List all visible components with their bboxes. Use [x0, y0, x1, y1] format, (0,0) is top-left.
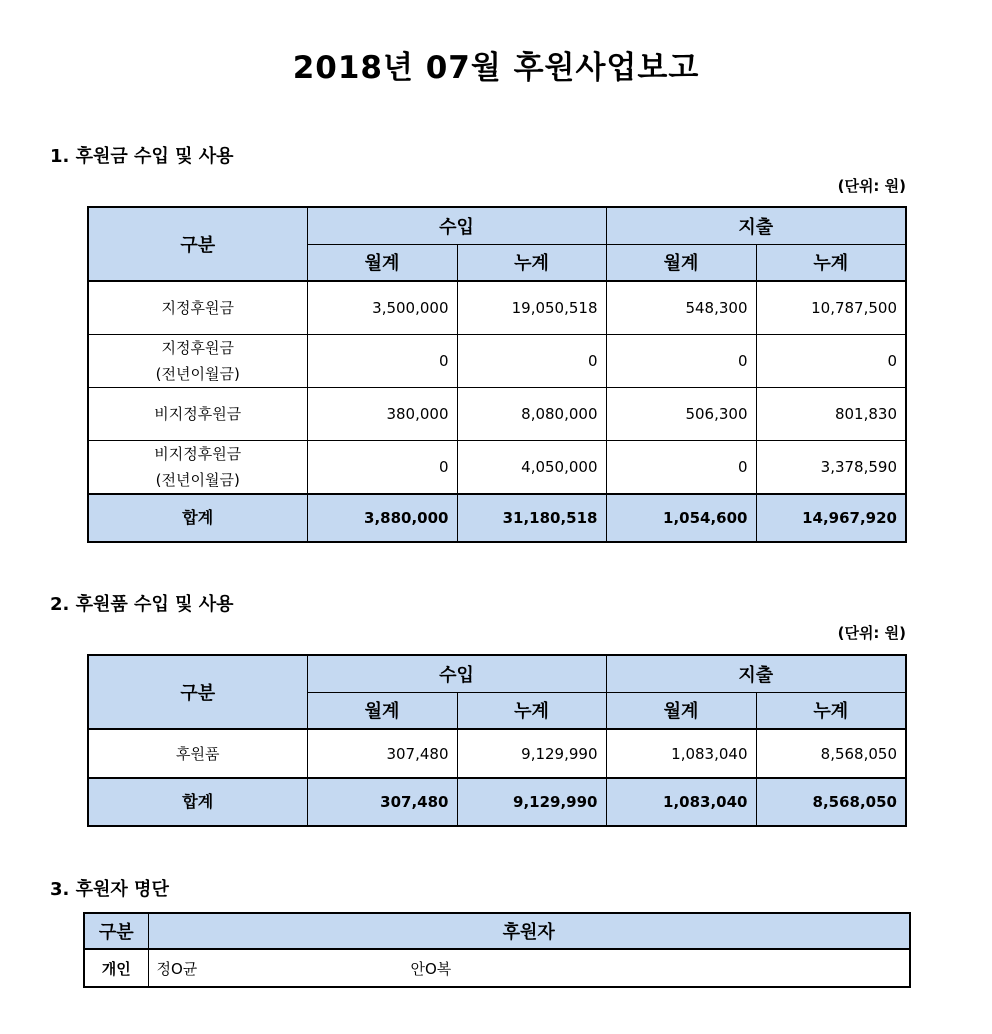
income-monthly-cell: 380,000 [307, 387, 457, 440]
expense-monthly-cell: 0 [606, 334, 756, 387]
row-label [88, 281, 307, 334]
section2-heading: 2. 후원품 수입 및 사용 [50, 594, 234, 615]
header-expense: 지출 [606, 655, 906, 692]
total-label: 합계 [88, 494, 307, 542]
income-monthly-cell: 307,480 [307, 729, 457, 778]
row-label-line1: 비지정후원금 [154, 444, 242, 463]
donor-category: 개인 [84, 949, 148, 987]
expense-monthly-cell: 506,300 [606, 387, 756, 440]
total-income-monthly: 3,880,000 [307, 494, 457, 542]
header-expense-cumulative: 누계 [756, 244, 906, 281]
header-category: 구분 [88, 655, 307, 729]
income-monthly-cell: 0 [307, 440, 457, 494]
total-row [88, 494, 906, 542]
table-row [88, 334, 906, 387]
income-cumulative-cell: 0 [457, 334, 606, 387]
donation-money-table [87, 206, 907, 543]
total-income-cumulative: 9,129,990 [457, 778, 606, 826]
total-income-cumulative: 31,180,518 [457, 494, 606, 542]
header-expense: 지출 [606, 207, 906, 244]
income-cumulative-cell: 9,129,990 [457, 729, 606, 778]
expense-monthly-cell: 0 [606, 440, 756, 494]
total-label: 합계 [88, 778, 307, 826]
expense-cumulative-cell: 801,830 [756, 387, 906, 440]
row-label-line1: 지정후원금 [161, 338, 234, 357]
page-title: 2018년 07월 후원사업보고 [292, 50, 700, 86]
header-income-monthly: 월계 [307, 692, 457, 729]
expense-cumulative-cell: 0 [756, 334, 906, 387]
donor-name: 정O균 [156, 959, 198, 978]
expense-monthly-cell: 548,300 [606, 281, 756, 334]
header-income: 수입 [307, 207, 606, 244]
row-label: 후원품 [88, 729, 307, 778]
header-expense-monthly: 월계 [606, 244, 756, 281]
total-expense-cumulative: 14,967,920 [756, 494, 906, 542]
row-label-line2: (전년이월금) [155, 364, 240, 383]
donor-list-table [83, 912, 911, 988]
expense-cumulative-cell: 3,378,590 [756, 440, 906, 494]
section1-heading: 1. 후원금 수입 및 사용 [50, 146, 234, 167]
header-income-cumulative: 누계 [457, 244, 606, 281]
income-monthly-cell: 3,500,000 [307, 281, 457, 334]
section3-heading: 3. 후원자 명단 [50, 879, 169, 900]
donor-name: 안O복 [410, 959, 452, 978]
donated-goods-table [87, 654, 907, 827]
table-row [88, 729, 906, 778]
header-donor: 후원자 [148, 913, 910, 949]
income-monthly-cell: 0 [307, 334, 457, 387]
header-expense-monthly: 월계 [606, 692, 756, 729]
row-label-line1: 비지정후원금 [154, 404, 242, 423]
section1-unit: (단위: 원) [837, 177, 906, 195]
row-label [88, 440, 307, 494]
table-row [84, 949, 910, 987]
table-row [88, 281, 906, 334]
total-row [88, 778, 906, 826]
section2-unit: (단위: 원) [837, 624, 906, 642]
row-label-line2: (전년이월금) [155, 470, 240, 489]
income-cumulative-cell: 8,080,000 [457, 387, 606, 440]
header-category: 구분 [84, 913, 148, 949]
table-row [88, 440, 906, 494]
expense-monthly-cell: 1,083,040 [606, 729, 756, 778]
income-cumulative-cell: 19,050,518 [457, 281, 606, 334]
row-label [88, 334, 307, 387]
donor-names [148, 949, 910, 987]
header-expense-cumulative: 누계 [756, 692, 906, 729]
header-income-cumulative: 누계 [457, 692, 606, 729]
income-cumulative-cell: 4,050,000 [457, 440, 606, 494]
total-expense-monthly: 1,083,040 [606, 778, 756, 826]
header-category: 구분 [88, 207, 307, 281]
table-row [88, 387, 906, 440]
row-label [88, 387, 307, 440]
header-income: 수입 [307, 655, 606, 692]
row-label-line1: 지정후원금 [161, 298, 234, 317]
header-income-monthly: 월계 [307, 244, 457, 281]
expense-cumulative-cell: 10,787,500 [756, 281, 906, 334]
total-expense-cumulative: 8,568,050 [756, 778, 906, 826]
total-income-monthly: 307,480 [307, 778, 457, 826]
total-expense-monthly: 1,054,600 [606, 494, 756, 542]
expense-cumulative-cell: 8,568,050 [756, 729, 906, 778]
